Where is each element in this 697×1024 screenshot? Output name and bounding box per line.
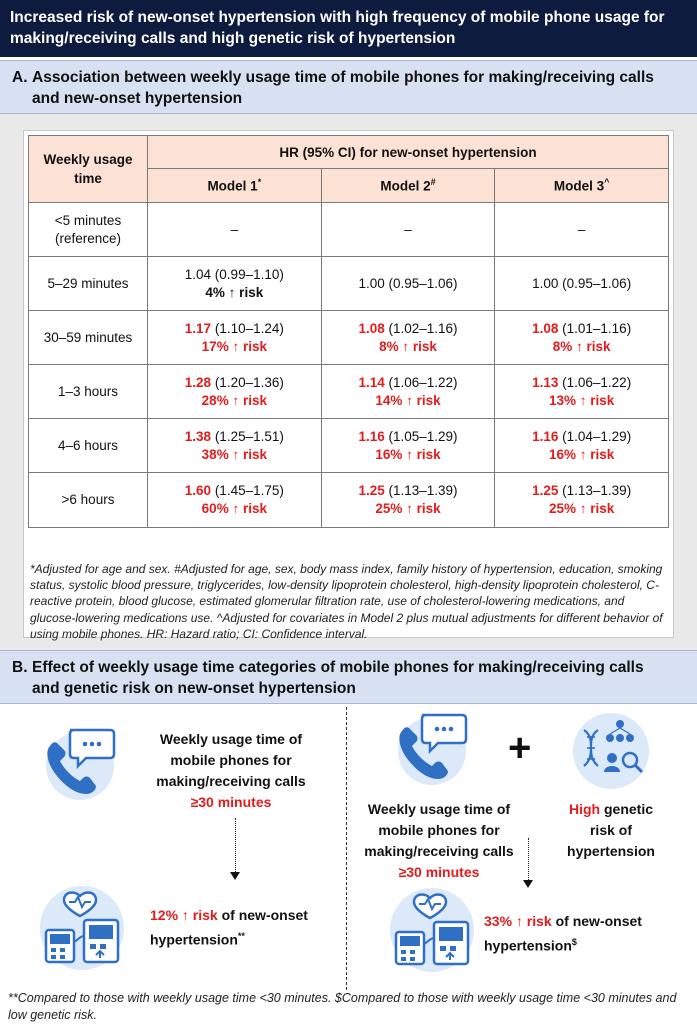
row-label: 5–29 minutes: [29, 257, 148, 311]
panel-divider: [346, 707, 347, 990]
risk-value: 28% ↑ risk: [201, 392, 267, 408]
section-b-header: [0, 650, 697, 704]
model-2-header: Model 2#: [321, 169, 495, 203]
risk-value: 16% ↑ risk: [549, 446, 615, 462]
risk-value: 25% ↑ risk: [549, 501, 615, 516]
right-genetic-text: High genetic risk of hypertension: [567, 801, 655, 859]
ci-value: –: [577, 221, 586, 237]
hr-cell: [495, 203, 669, 257]
hr-cell: [321, 257, 495, 311]
right-usage-text: Weekly usage time of mobile phones for making/receiving calls ≥30 minutes: [364, 801, 514, 880]
bp-monitor-icon: [34, 880, 130, 972]
hr-value: 1.25: [358, 483, 385, 498]
hr-cell: [321, 473, 495, 528]
right-result-text: 33% ↑ risk of new-onset hypertension$: [484, 913, 642, 954]
ci-value: (1.10–1.24): [211, 320, 284, 336]
hr-cell: [148, 365, 322, 419]
risk-value: 13% ↑ risk: [549, 392, 615, 408]
table-row: [29, 365, 669, 419]
bottom-footnote: **Compared to those with weekly usage time <30 minutes. $Compared to those with weekly usage time <30 minutes and low genetic risk.: [8, 991, 677, 1022]
page-title: Increased risk of new-onset hypertension with high frequency of mobile phone usage for making/receiving calls and high genetic risk of hypertension: [0, 0, 697, 57]
hr-value: 1.16: [358, 428, 385, 444]
section-a-panel: [0, 114, 697, 650]
table-row: [29, 473, 669, 528]
risk-value: 16% ↑ risk: [375, 446, 441, 462]
hr-cell: [148, 473, 322, 528]
ci-value: (1.02–1.16): [384, 320, 458, 336]
right-arrow: [528, 838, 529, 882]
hr-value: 1.16: [532, 428, 559, 444]
ci-value: (1.45–1.75): [211, 483, 284, 498]
ci-value: 1.00 (0.95–1.06): [532, 275, 632, 291]
table-footnote: *Adjusted for age and sex. #Adjusted for age, sex, body mass index, family history of hypertension, education, smoking status, systolic blood pressure, triglycerides, low-density lipoprotein cholesterol, high-density lipoprotein cholesterol, C-reactive protein, blood glucose, estimated glomerular filtration rate, use of cholesterol-lowering medications, and glucose-lowering medications use. ^Adjusted for covariates in Model 2 plus mutual adjustments for different behavior of using mobile phones. HR: Hazard ratio; CI: Confidence interval.: [30, 562, 663, 641]
table-row: [29, 311, 669, 365]
hr-cell: [495, 365, 669, 419]
hr-value: 1.13: [532, 374, 559, 390]
left-arrowhead: [230, 872, 240, 880]
hr-cell: [495, 311, 669, 365]
hr-cell: [148, 203, 322, 257]
hr-value: 1.25: [532, 483, 559, 498]
hr-value: 1.60: [184, 483, 212, 498]
hr-value: 1.08: [532, 320, 559, 336]
table-row: [29, 419, 669, 473]
section-a-heading: Association between weekly usage time of mobile phones for making/receiving calls and new-onset hypertension: [32, 69, 654, 107]
ci-value: –: [404, 221, 412, 237]
hr-cell: [321, 419, 495, 473]
risk-value: 60% ↑ risk: [201, 501, 267, 516]
left-result-text: 12% ↑ risk of new-onset hypertension**: [150, 907, 308, 948]
ci-value: (1.04–1.29): [558, 428, 632, 444]
row-label: 4–6 hours: [29, 419, 148, 473]
ci-value: (1.06–1.22): [384, 374, 458, 390]
table-card: [23, 130, 674, 641]
table-row: [29, 257, 669, 311]
risk-value: 38% ↑ risk: [201, 446, 267, 462]
ci-value: –: [230, 221, 239, 237]
table-row: [29, 203, 669, 257]
ci-value: (1.25–1.51): [211, 428, 284, 444]
group-header-cell: HR (95% CI) for new-onset hypertension: [148, 136, 669, 169]
hr-cell: [321, 311, 495, 365]
risk-value: 25% ↑ risk: [375, 501, 441, 516]
hr-cell: [148, 257, 322, 311]
hr-value: 1.08: [358, 320, 385, 336]
ci-value: 1.04 (0.99–1.10): [184, 266, 284, 282]
risk-value: 8% ↑ risk: [552, 338, 611, 354]
row-label: 1–3 hours: [29, 365, 148, 419]
risk-value: 17% ↑ risk: [201, 338, 267, 354]
risk-value: 14% ↑ risk: [375, 392, 441, 408]
row-header-cell: Weekly usage time: [29, 136, 148, 203]
hr-value: 1.17: [184, 320, 212, 336]
ci-value: (1.01–1.16): [558, 320, 632, 336]
left-arrow: [235, 818, 236, 874]
hr-table: [28, 135, 669, 528]
ci-value: (1.13–1.39): [558, 483, 632, 498]
hr-value: 1.14: [358, 374, 385, 390]
section-b-heading: Effect of weekly usage time categories of mobile phones for making/receiving calls and genetic risk on new-onset hypertension: [32, 659, 644, 697]
risk-value: 4% ↑ risk: [205, 284, 264, 300]
hr-cell: [148, 311, 322, 365]
right-arrowhead: [523, 880, 533, 888]
ci-value: 1.00 (0.95–1.06): [358, 275, 458, 291]
row-label: <5 minutes (reference): [29, 203, 148, 257]
hr-cell: [321, 365, 495, 419]
hr-cell: [495, 257, 669, 311]
hr-cell: [148, 419, 322, 473]
row-label: 30–59 minutes: [29, 311, 148, 365]
row-label: >6 hours: [29, 473, 148, 528]
section-a-header: [0, 60, 697, 114]
hr-cell: [321, 203, 495, 257]
phone-chat-icon: [40, 722, 120, 802]
phone-chat-icon: [392, 707, 472, 787]
ci-value: (1.06–1.22): [558, 374, 632, 390]
dna-genetic-icon: [570, 710, 652, 792]
plus-sign: +: [508, 726, 532, 770]
left-usage-text: Weekly usage time of mobile phones for making/receiving calls ≥30 minutes: [156, 731, 306, 810]
model-1-header: Model 1*: [148, 169, 322, 203]
risk-value: 8% ↑ risk: [379, 338, 437, 354]
bp-monitor-icon: [384, 884, 480, 976]
section-a-label: A.: [12, 69, 28, 86]
ci-value: (1.20–1.36): [211, 374, 284, 390]
hr-value: 1.28: [184, 374, 212, 390]
hr-value: 1.38: [184, 428, 212, 444]
hr-cell: [495, 473, 669, 528]
ci-value: (1.05–1.29): [384, 428, 458, 444]
hr-cell: [495, 419, 669, 473]
model-3-header: Model 3^: [495, 169, 669, 203]
section-b-label: B.: [12, 659, 28, 676]
ci-value: (1.13–1.39): [384, 483, 458, 498]
